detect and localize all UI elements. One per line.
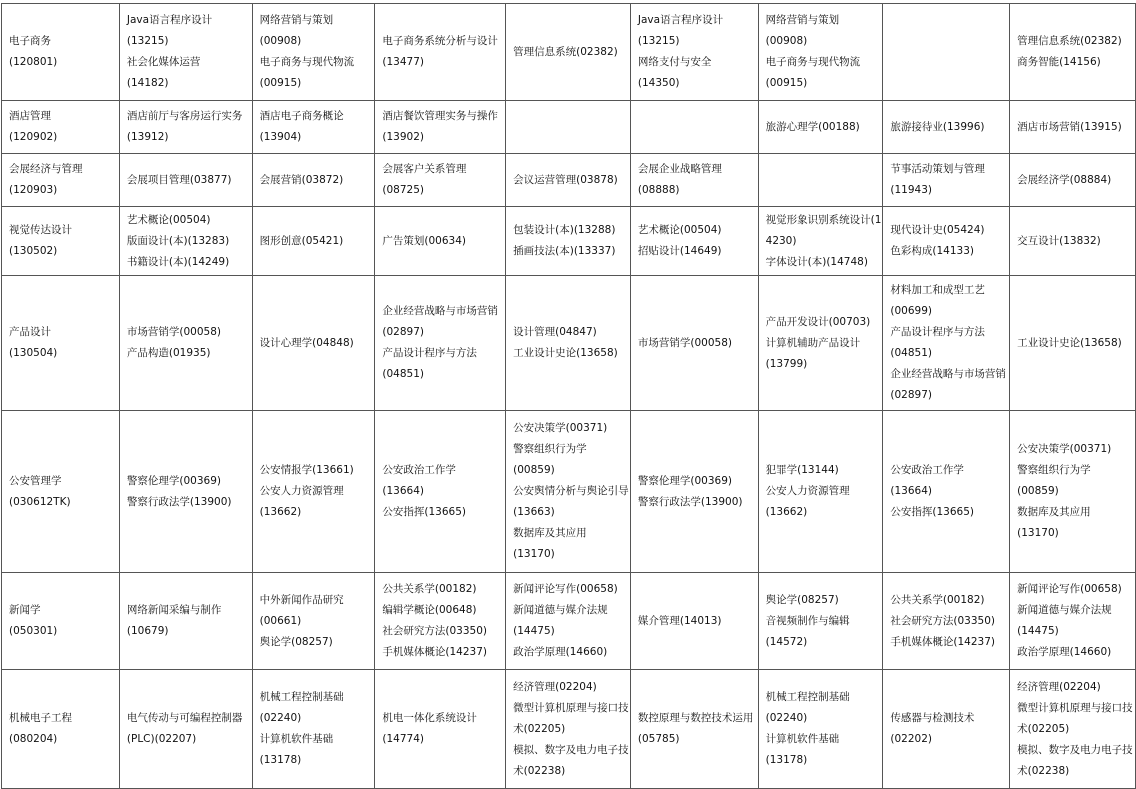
course-line: 产品构造(01935) — [126, 347, 211, 359]
course-cell — [375, 276, 506, 411]
course-line: 警察伦理学(00369) — [126, 474, 222, 487]
course-line: (04851) — [382, 368, 425, 380]
course-line: 音视频制作与编辑 — [765, 614, 850, 627]
course-line: 媒介管理(14013) — [637, 614, 722, 627]
course-cell — [119, 154, 252, 207]
course-line: 图形创意(05421) — [259, 234, 344, 247]
course-line: 公安决策学(00371) — [513, 422, 608, 434]
course-line: 会展项目管理(03877) — [126, 173, 232, 186]
course-line: 公安政治工作学 — [382, 464, 456, 476]
course-line: 公安人力资源管理 — [259, 485, 344, 497]
course-line: (08888) — [637, 184, 680, 196]
course-line: 新闻评论写作(00658) — [1017, 583, 1122, 595]
major-code: (120801) — [9, 56, 58, 68]
course-line: (00908) — [259, 35, 302, 47]
course-line: 社会研究方法(03350) — [890, 614, 996, 627]
major-cell — [2, 101, 120, 154]
course-line: 版面设计(本)(13283) — [126, 234, 230, 247]
course-line: 数据库及其应用 — [513, 527, 587, 539]
course-line: 警察组织行为学 — [513, 443, 587, 455]
course-cell — [758, 670, 883, 789]
course-cell — [758, 101, 883, 154]
course-line: 设计管理(04847) — [513, 326, 597, 338]
course-line: 招贴设计(14649) — [637, 245, 722, 257]
course-line: 网络营销与策划 — [765, 14, 840, 26]
course-line: 会展经济学(08884) — [1017, 173, 1112, 186]
course-line: 产品设计程序与方法 — [382, 347, 477, 359]
course-cell — [506, 4, 631, 101]
course-line: 会展客户关系管理 — [382, 163, 467, 175]
course-line: 公安指挥(13665) — [890, 506, 975, 518]
course-line: 公安政治工作学 — [890, 464, 964, 476]
table-row — [2, 411, 1136, 573]
table-row — [2, 4, 1136, 101]
course-cell — [758, 207, 883, 276]
course-line: (13664) — [890, 485, 933, 497]
course-line: 警察行政法学(13900) — [637, 495, 743, 508]
course-cell — [883, 101, 1010, 154]
course-line: (08725) — [382, 184, 425, 196]
course-line: (14182) — [126, 77, 169, 89]
course-line: 新闻评论写作(00658) — [513, 583, 618, 595]
course-line: (13664) — [382, 485, 425, 497]
course-line: 产品开发设计(00703) — [765, 315, 871, 328]
major-cell — [2, 276, 120, 411]
course-cell — [119, 411, 252, 573]
course-cell — [883, 276, 1010, 411]
course-line: 计算机辅助产品设计 — [765, 336, 861, 349]
course-cell — [506, 207, 631, 276]
course-cell — [630, 101, 758, 154]
course-line: 政治学原理(14660) — [1017, 646, 1112, 658]
course-line: 酒店市场营销(13915) — [1017, 120, 1122, 133]
course-line: 电子商务系统分析与设计(13477) — [382, 35, 498, 68]
course-line: 微型计算机原理与接口技术(02205) — [1017, 701, 1133, 735]
course-line: 模拟、数字及电力电子技术(02238) — [1017, 743, 1133, 777]
course-cell — [375, 207, 506, 276]
course-line: 工业设计史论(13658) — [1017, 336, 1122, 349]
table-row — [2, 276, 1136, 411]
course-cell — [375, 573, 506, 670]
course-line: 舆论学(08257) — [765, 593, 839, 606]
course-line: (14475) — [1017, 625, 1059, 637]
course-line: (14572) — [765, 635, 808, 648]
course-line: (13662) — [259, 506, 302, 518]
course-cell — [119, 573, 252, 670]
course-line: 电气传动与可编程控制器(PLC)(02207) — [126, 712, 243, 745]
course-line: (00915) — [765, 77, 808, 89]
course-line: 视觉形象识别系统设计(14230) — [765, 213, 882, 247]
course-line: 网络支付与安全 — [637, 56, 712, 68]
course-cell — [630, 411, 758, 573]
course-line: 传感器与检测技术 — [890, 712, 975, 724]
course-line: (04851) — [890, 347, 933, 359]
course-cell — [758, 154, 883, 207]
course-cell — [506, 101, 631, 154]
course-line: 公安舆情分析与舆论引导(13663) — [513, 485, 629, 518]
course-line: 设计心理学(04848) — [259, 336, 354, 349]
course-cell — [883, 411, 1010, 573]
course-line: 公安决策学(00371) — [1017, 443, 1112, 455]
course-line: 社会化媒体运营 — [126, 56, 201, 68]
major-code: (120902) — [9, 131, 58, 143]
course-cell — [883, 573, 1010, 670]
course-cell — [252, 411, 375, 573]
course-line: 色彩构成(14133) — [890, 245, 975, 257]
course-line: 商务智能(14156) — [1017, 56, 1101, 68]
course-line: 机械工程控制基础 — [765, 691, 850, 703]
course-line: 市场营销学(00058) — [126, 326, 222, 338]
course-line: 社会研究方法(03350) — [382, 625, 488, 637]
course-cell — [883, 670, 1010, 789]
course-line: 警察伦理学(00369) — [637, 474, 733, 487]
course-line: 书籍设计(本)(14249) — [126, 255, 230, 268]
course-cell — [119, 4, 252, 101]
major-code: (120903) — [9, 184, 58, 196]
course-line: 微型计算机原理与接口技术(02205) — [513, 701, 629, 735]
major-cell — [2, 411, 120, 573]
course-cell — [630, 154, 758, 207]
course-line: 新闻道德与媒介法规 — [1017, 604, 1112, 616]
course-cell — [119, 101, 252, 154]
course-line: 材料加工和成型工艺 — [890, 284, 985, 296]
course-cell — [119, 670, 252, 789]
course-line: (14475) — [513, 625, 555, 637]
course-line: 犯罪学(13144) — [765, 464, 839, 476]
course-line: 网络营销与策划 — [259, 14, 334, 26]
course-line: 模拟、数字及电力电子技术(02238) — [513, 743, 629, 777]
course-cell — [252, 101, 375, 154]
course-line: (02202) — [890, 733, 933, 745]
course-line: 机电一体化系统设计 — [382, 712, 477, 724]
course-line: 节事活动策划与管理 — [890, 163, 985, 175]
course-line: 广告策划(00634) — [382, 234, 467, 247]
course-line: (10679) — [126, 625, 169, 637]
course-cell — [630, 670, 758, 789]
course-cell — [1010, 573, 1136, 670]
course-cell — [119, 276, 252, 411]
table-row — [2, 670, 1136, 789]
course-line: (00859) — [513, 464, 555, 476]
course-line: 机械工程控制基础 — [259, 691, 344, 703]
course-line: 交互设计(13832) — [1017, 234, 1101, 247]
course-line: 艺术概论(00504) — [637, 224, 722, 236]
course-cell — [506, 573, 631, 670]
course-line: 酒店前厅与客房运行实务(13912) — [126, 110, 243, 143]
course-line: 数控原理与数控技术运用(05785) — [637, 712, 754, 745]
course-line: (13799) — [765, 357, 808, 370]
course-cell — [630, 4, 758, 101]
course-line: 企业经营战略与市场营销(02897) — [382, 305, 498, 338]
course-line: 警察行政法学(13900) — [126, 495, 232, 508]
course-line: 市场营销学(00058) — [637, 336, 733, 349]
course-cell — [252, 573, 375, 670]
course-line: (13170) — [513, 548, 555, 560]
course-line: 酒店餐饮管理实务与操作(13902) — [382, 110, 498, 143]
course-cell — [1010, 4, 1136, 101]
major-name: 公安管理学 — [9, 474, 62, 487]
course-line: (14350) — [637, 77, 680, 89]
course-cell — [1010, 154, 1136, 207]
major-name: 电子商务 — [9, 35, 51, 47]
course-cell — [252, 207, 375, 276]
course-line: 编辑学概论(00648) — [382, 604, 477, 616]
course-cell — [252, 4, 375, 101]
course-cell — [758, 573, 883, 670]
course-cell — [506, 154, 631, 207]
major-cell — [2, 4, 120, 101]
course-line: (00699) — [890, 305, 933, 317]
course-line: (14774) — [382, 733, 425, 745]
table-row — [2, 207, 1136, 276]
course-cell — [506, 276, 631, 411]
course-cell — [375, 154, 506, 207]
course-cell — [883, 207, 1010, 276]
course-cell — [1010, 101, 1136, 154]
course-line: 电子商务与现代物流 — [259, 56, 355, 68]
course-line: 旅游心理学(00188) — [765, 120, 860, 133]
course-line: 警察组织行为学 — [1017, 464, 1091, 476]
course-cell — [375, 670, 506, 789]
course-cell — [1010, 411, 1136, 573]
course-line: 公安人力资源管理 — [765, 485, 850, 497]
course-cell — [1010, 670, 1136, 789]
course-line: (00661) — [259, 614, 302, 627]
course-line: (13178) — [259, 754, 302, 766]
course-line: 新闻道德与媒介法规 — [513, 604, 608, 616]
course-line: 会展企业战略管理 — [637, 163, 722, 175]
course-line: 插画技法(本)(13337) — [513, 245, 616, 257]
major-code: (030612TK) — [9, 495, 71, 508]
course-cell — [506, 670, 631, 789]
course-line: 经济管理(02204) — [1017, 680, 1101, 693]
course-line: 政治学原理(14660) — [513, 646, 608, 658]
major-name: 产品设计 — [9, 326, 51, 338]
major-name: 机械电子工程 — [9, 712, 72, 724]
course-line: 计算机软件基础 — [259, 733, 334, 745]
course-line: 字体设计(本)(14748) — [765, 255, 868, 268]
course-cell — [883, 154, 1010, 207]
course-cell — [630, 573, 758, 670]
course-line: 会展营销(03872) — [259, 173, 344, 186]
exam-schedule-table — [1, 3, 1136, 789]
course-line: 产品设计程序与方法 — [890, 326, 985, 338]
table-row — [2, 101, 1136, 154]
course-line: 艺术概论(00504) — [126, 213, 211, 226]
course-line: Java语言程序设计 — [126, 14, 213, 26]
course-line: (11943) — [890, 184, 933, 196]
course-cell — [758, 411, 883, 573]
course-line: (02240) — [259, 712, 302, 724]
course-line: 手机媒体概论(14237) — [890, 635, 996, 648]
course-line: 网络新闻采编与制作 — [126, 604, 222, 616]
course-line: (00908) — [765, 35, 808, 47]
course-line: 数据库及其应用 — [1017, 506, 1091, 518]
course-cell — [119, 207, 252, 276]
course-line: (13178) — [765, 754, 808, 766]
course-cell — [506, 411, 631, 573]
major-code: (130502) — [9, 245, 58, 257]
course-line: 管理信息系统(02382) — [1017, 35, 1122, 47]
course-line: Java语言程序设计 — [637, 14, 724, 26]
major-name: 酒店管理 — [9, 110, 51, 122]
course-line: (13215) — [637, 35, 680, 47]
course-line: 计算机软件基础 — [765, 733, 840, 745]
course-cell — [630, 276, 758, 411]
course-cell — [883, 4, 1010, 101]
course-cell — [1010, 276, 1136, 411]
course-line: 酒店电子商务概论 — [259, 110, 344, 122]
course-cell — [758, 276, 883, 411]
table-row — [2, 573, 1136, 670]
course-line: 公共关系学(00182) — [382, 583, 477, 595]
course-line: (00859) — [1017, 485, 1059, 497]
course-line: 公共关系学(00182) — [890, 593, 985, 606]
course-line: 现代设计史(05424) — [890, 224, 985, 236]
course-line: 工业设计史论(13658) — [513, 347, 618, 359]
major-name: 新闻学 — [9, 604, 41, 616]
course-cell — [252, 154, 375, 207]
course-line: 管理信息系统(02382) — [513, 45, 618, 58]
course-line: 旅游接待业(13996) — [890, 120, 985, 133]
course-cell — [252, 670, 375, 789]
course-line: (02240) — [765, 712, 808, 724]
course-line: (13904) — [259, 131, 302, 143]
course-line: 经济管理(02204) — [513, 680, 597, 693]
major-name: 视觉传达设计 — [9, 224, 72, 236]
course-cell — [375, 411, 506, 573]
major-code: (050301) — [9, 625, 58, 637]
major-code: (080204) — [9, 733, 58, 745]
course-cell — [758, 4, 883, 101]
course-line: (13662) — [765, 506, 808, 518]
table-row — [2, 154, 1136, 207]
table-body — [2, 4, 1136, 789]
course-line: 中外新闻作品研究 — [259, 593, 344, 606]
major-cell — [2, 670, 120, 789]
course-line: (00915) — [259, 77, 302, 89]
course-line: 舆论学(08257) — [259, 635, 333, 648]
course-cell — [252, 276, 375, 411]
course-cell — [375, 4, 506, 101]
major-cell — [2, 573, 120, 670]
course-line: 包装设计(本)(13288) — [513, 224, 616, 236]
course-line: (13170) — [1017, 527, 1059, 539]
course-line: 电子商务与现代物流 — [765, 56, 861, 68]
course-line: 企业经营战略与市场营销(02897) — [890, 368, 1006, 401]
major-name: 会展经济与管理 — [9, 163, 83, 175]
course-line: (13215) — [126, 35, 169, 47]
course-line: 会议运营管理(03878) — [513, 173, 618, 186]
course-cell — [630, 207, 758, 276]
course-cell — [375, 101, 506, 154]
major-cell — [2, 207, 120, 276]
major-code: (130504) — [9, 347, 58, 359]
course-line: 公安指挥(13665) — [382, 506, 467, 518]
major-cell — [2, 154, 120, 207]
course-line: 公安情报学(13661) — [259, 464, 354, 476]
course-cell — [1010, 207, 1136, 276]
course-line: 手机媒体概论(14237) — [382, 646, 488, 658]
